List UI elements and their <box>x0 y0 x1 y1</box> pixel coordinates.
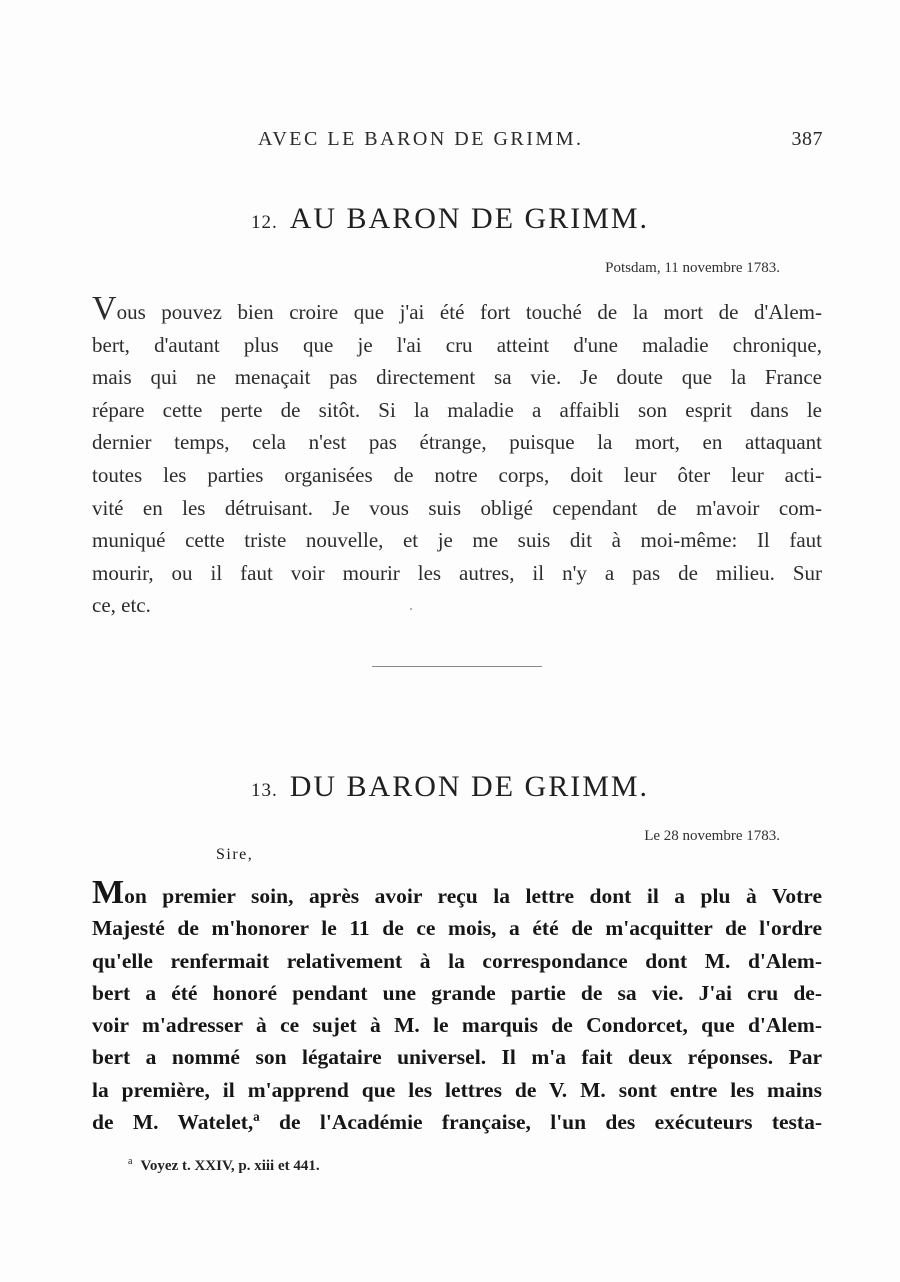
body-line: de M. Watelet,ª de l'Académie française, l'un des exécuteurs testa- <box>92 1110 822 1135</box>
body-line: toutes les parties organisées de notre corps, doit leur ôter leur acti- <box>92 462 822 487</box>
letter-12-dropcap: V <box>92 290 117 327</box>
letter-13-title <box>0 770 900 804</box>
letter-13-body <box>92 874 822 1138</box>
body-line: dernier temps, cela n'est pas étrange, puisque la mort, en attaquant <box>92 430 822 455</box>
letter-13-heading: DU BARON DE GRIMM. <box>289 770 650 803</box>
body-line: qu'elle renfermait relativement à la correspondance dont M. d'Alem- <box>92 948 822 973</box>
body-line: bert a nommé son légataire universel. Il m'a fait deux réponses. Par <box>92 1045 822 1070</box>
body-line: voir m'adresser à ce sujet à M. le marquis de Condorcet, que d'Alem- <box>92 1013 822 1038</box>
page-number: 387 <box>791 128 823 150</box>
body-line: répare cette perte de sitôt. Si la maladie a affaibli son esprit dans le <box>92 397 822 422</box>
footnote-text: Voyez t. XXIV, p. xiii et 441. <box>140 1158 320 1174</box>
body-line: la première, il m'apprend que les lettres de V. M. sont entre les mains <box>92 1077 822 1102</box>
footnote-mark: a <box>128 1156 133 1167</box>
body-line: bert, d'autant plus que je l'ai cru atteint d'une maladie chronique, <box>92 332 822 357</box>
letter-12-number: 12. <box>250 212 278 233</box>
letter-12-dateline: Potsdam, 11 novembre 1783. <box>605 260 780 276</box>
body-line: mais qui ne menaçait pas directement sa vie. Je doute que la France <box>92 365 822 390</box>
body-line: on premier soin, après avoir reçu la lettre dont il a plu à Votre <box>124 884 822 908</box>
ink-speck <box>410 608 412 610</box>
body-line: ce, etc. <box>92 593 151 618</box>
letter-12-title <box>0 202 900 236</box>
letter-13-salutation: Sire, <box>216 846 254 863</box>
letter-13-dropcap: M <box>92 874 125 911</box>
body-line: vité en les détruisant. Je vous suis obligé cependant de m'avoir com- <box>92 495 822 520</box>
footnote <box>128 1156 320 1175</box>
letter-13-number: 13. <box>250 780 278 801</box>
letter-12-body <box>92 290 822 622</box>
running-head <box>258 128 823 151</box>
body-line: ous pouvez bien croire que j'ai été fort touché de la mort de d'Alem- <box>116 300 822 324</box>
body-line: Majesté de m'honorer le 11 de ce mois, a été de m'acquitter de l'ordre <box>92 916 822 941</box>
letter-13-dateline: Le 28 novembre 1783. <box>644 828 780 844</box>
running-head-title: AVEC LE BARON DE GRIMM. <box>258 128 584 150</box>
section-divider <box>372 666 542 667</box>
body-line: mourir, ou il faut voir mourir les autres, il n'y a pas de milieu. Sur <box>92 560 822 585</box>
body-line: muniqué cette triste nouvelle, et je me suis dit à moi-même: Il faut <box>92 528 822 553</box>
letter-12-heading: AU BARON DE GRIMM. <box>289 202 650 235</box>
body-line: bert a été honoré pendant une grande partie de sa vie. J'ai cru de- <box>92 980 822 1005</box>
